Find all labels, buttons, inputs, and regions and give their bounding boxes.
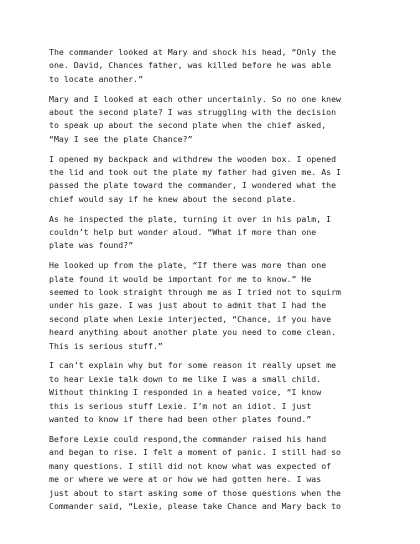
paragraph: I can’t explain why but for some reason it really upset me to hear Lexie talk down to me like I was a small child. Without thinking I responded in a heated voice, “I know this is serious stuff Lexie. I’m not an idiot. I just wanted to know if there had been other plates found.” xyxy=(49,360,337,425)
body-text xyxy=(49,46,379,520)
paragraph: Before Lexie could respond,the commander raised his hand and began to rise. I felt a moment of panic. I still had so many questions. I still did not know what was expected of me or where we were at or how we had gotten here. I was just about to start asking some of those questions when the Commander said, “Lexie, please take Chance and Mary back to xyxy=(49,433,342,511)
paragraph: Mary and I looked at each other uncertainly. So no one knew about the second plate? I was struggling with the decision to speak up about the second plate when the chief asked, “May I see the plate Chance?” xyxy=(49,93,342,144)
paragraph: I opened my backpack and withdrew the wooden box. I opened the lid and took out the plate my father had given me. As I passed the plate toward the commander, I wondered what the chief would say if he knew about the second plate. xyxy=(49,153,342,204)
paragraph: He looked up from the plate, “If there was more than one plate found it would be important for me to know.” He seemed to look straight through me as I tried not to squirm under his gaze. I was just about to admit that I had the second plate when Lexie interjected, “Chance, if you have heard anything about another plate you need to come clean. This is serious stuff.” xyxy=(49,260,342,351)
paragraph: As he inspected the plate, turning it over in his palm, I couldn’t help but wonder aloud. “What if more than one plate was found?” xyxy=(49,213,332,251)
paragraph: The commander looked at Mary and shock his head, “Only the one. David, Chances father, was killed before he was able to locate another.” xyxy=(49,47,337,84)
